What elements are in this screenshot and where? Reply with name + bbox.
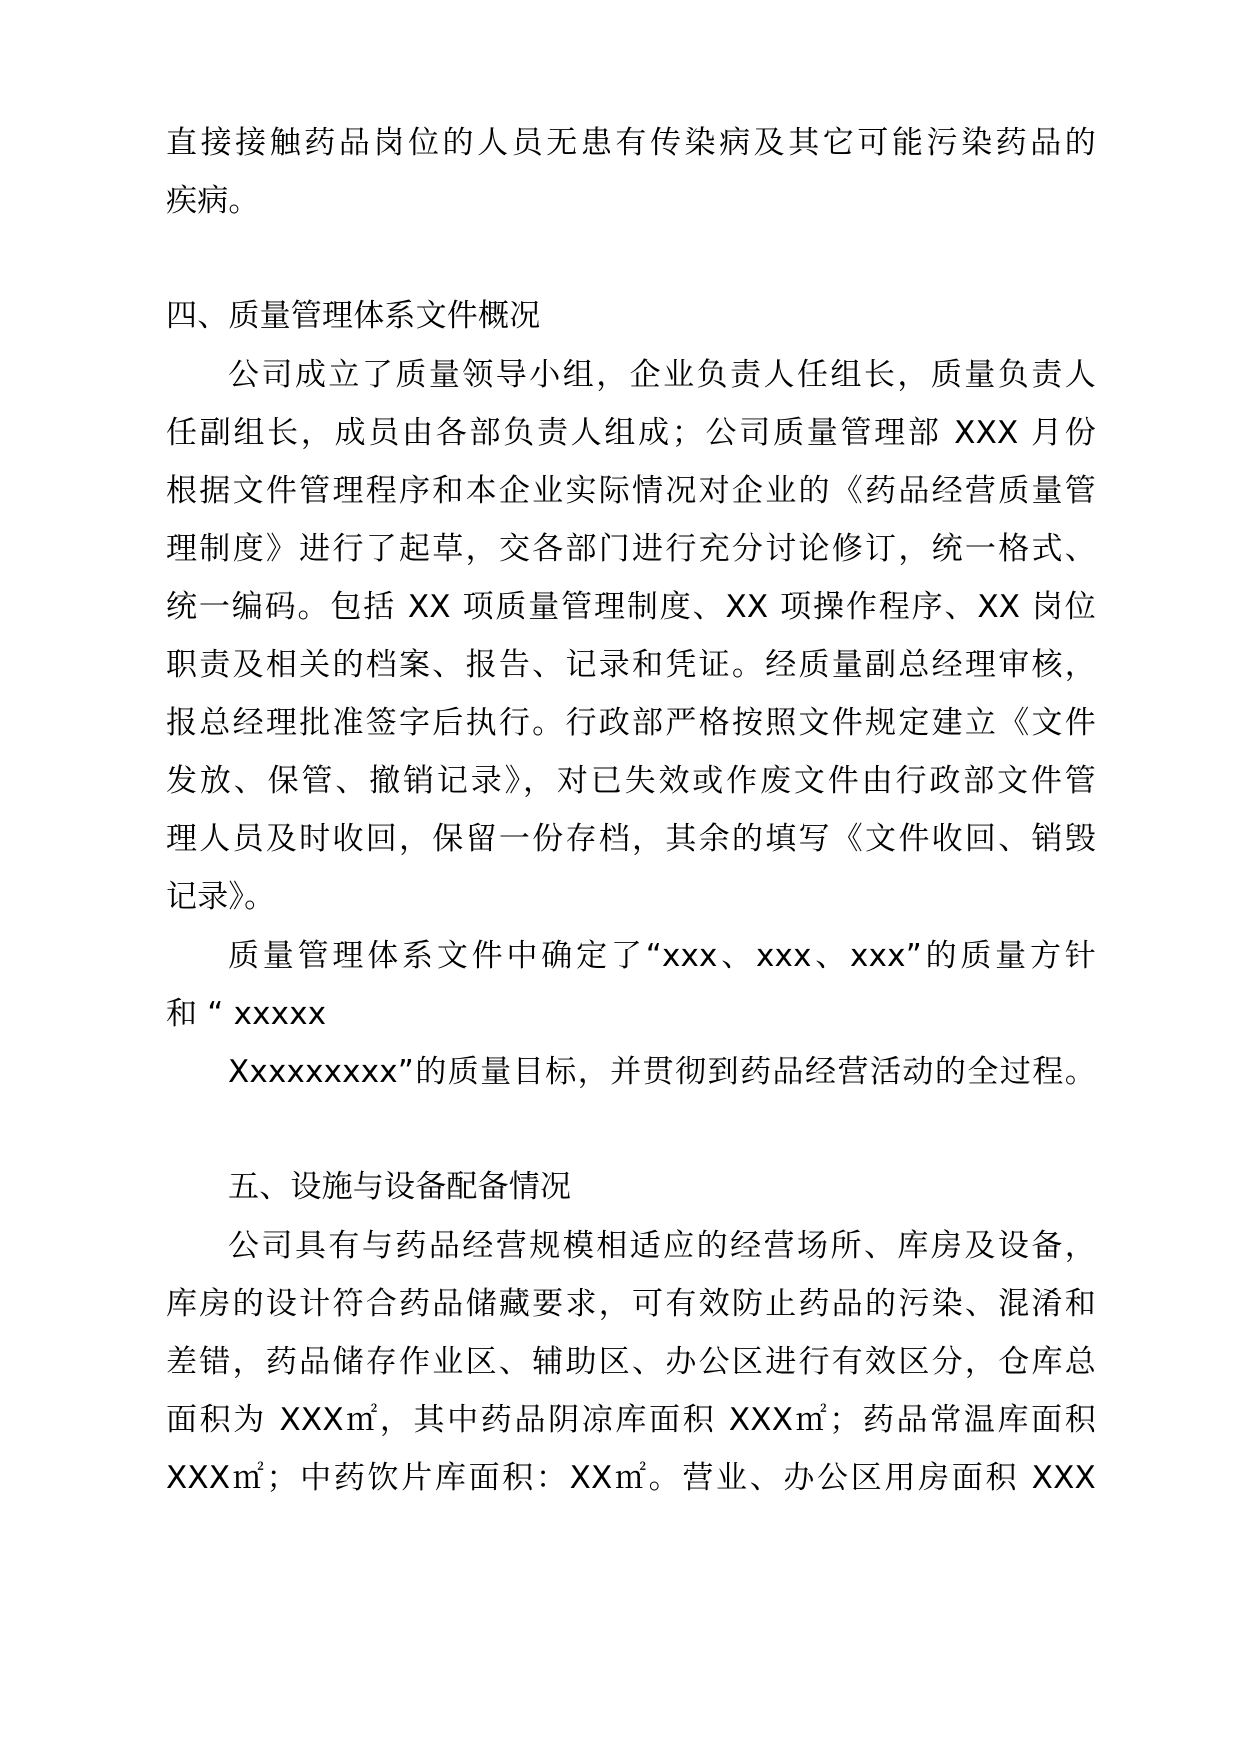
paragraph-line: 职责及相关的档案、报告、记录和凭证。经质量副总经理审核，: [166, 647, 1096, 683]
paragraph-line: 公司成立了质量领导小组，企业负责人任组长，质量负责人: [228, 357, 1096, 393]
paragraph-line: 差错，药品储存作业区、辅助区、办公区进行有效区分，仓库总: [166, 1344, 1096, 1380]
paragraph-line: 记录》。: [166, 879, 276, 915]
paragraph-line: 根据文件管理程序和本企业实际情况对企业的《药品经营质量管: [166, 473, 1096, 509]
paragraph-line: 统一编码。包括 XX 项质量管理制度、XX 项操作程序、XX 岗位: [166, 589, 1096, 625]
section-heading: 四、质量管理体系文件概况: [166, 298, 541, 334]
paragraph-line: 理制度》进行了起草，交各部门进行充分讨论修订，统一格式、: [166, 531, 1096, 567]
paragraph-line: 质量管理体系文件中确定了“xxx、xxx、xxx”的质量方针: [228, 938, 1096, 974]
paragraph-line: 面积为 XXX㎡，其中药品阴凉库面积 XXX㎡；药品常温库面积: [166, 1402, 1096, 1438]
paragraph-line: 库房的设计符合药品储藏要求，可有效防止药品的污染、混淆和: [166, 1286, 1096, 1322]
paragraph-line: XXX㎡；中药饮片库面积：XX㎡。营业、办公区用房面积 XXX: [166, 1460, 1096, 1496]
paragraph-line: 和 “ xxxxx: [166, 996, 327, 1032]
section-heading: 五、设施与设备配备情况: [228, 1169, 572, 1205]
paragraph-line: 直接接触药品岗位的人员无患有传染病及其它可能污染药品的: [166, 125, 1096, 161]
paragraph-line: 疾病。: [166, 183, 260, 219]
paragraph-line: 报总经理批准签字后执行。行政部严格按照文件规定建立《文件: [166, 705, 1096, 741]
paragraph-line: Xxxxxxxxx”的质量目标，并贯彻到药品经营活动的全过程。: [228, 1054, 1096, 1090]
paragraph-line: 任副组长，成员由各部负责人组成；公司质量管理部 XXX 月份: [166, 415, 1096, 451]
paragraph-line: 公司具有与药品经营规模相适应的经营场所、库房及设备，: [228, 1228, 1096, 1264]
paragraph-line: 理人员及时收回，保留一份存档，其余的填写《文件收回、销毁: [166, 821, 1096, 857]
paragraph-line: 发放、保管、撤销记录》，对已失效或作废文件由行政部文件管: [166, 763, 1096, 799]
